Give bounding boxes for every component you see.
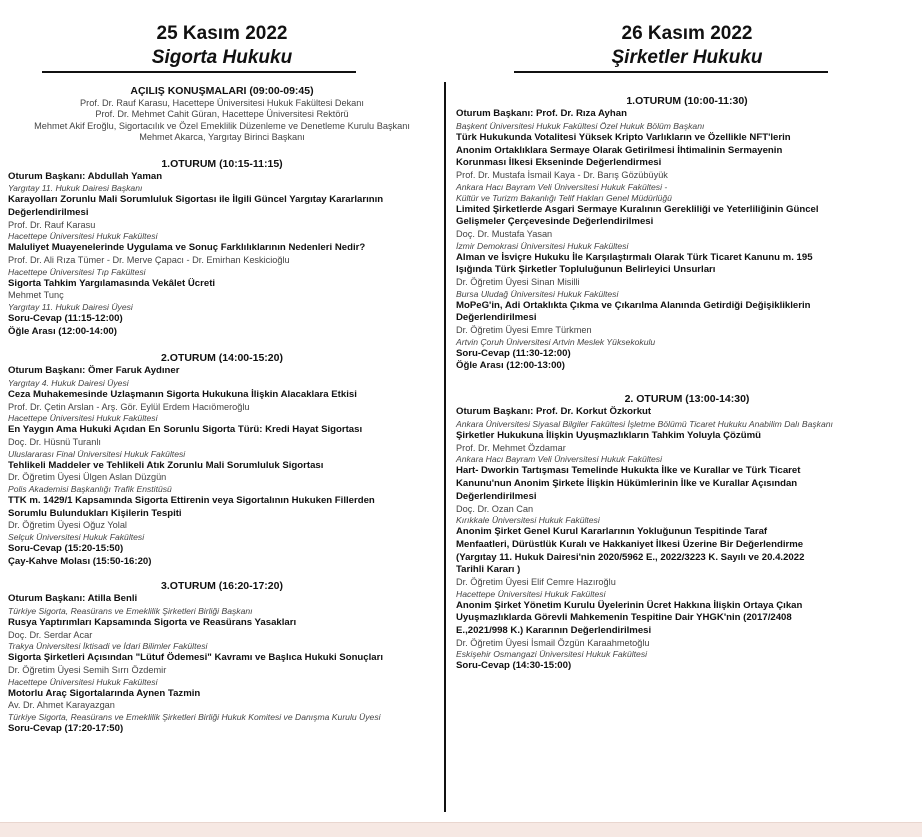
speaker-line: Mehmet Tunç <box>8 290 64 301</box>
program-item-title: Öğle Arası (12:00-13:00) <box>456 360 565 372</box>
affiliation-line: Başkent Üniversitesi Hukuk Fakültesi Özel Hukuk Bölüm Başkanı <box>456 120 705 131</box>
program-item-title: Oturum Başkanı: Ömer Faruk Aydıner <box>8 365 180 377</box>
program-item-title: Işığında Türk Şirketler Topluluğunun Belirleyici Unsurları <box>456 264 716 276</box>
day1-session-1-title: 1.OTURUM (10:15-11:15) <box>161 157 283 170</box>
affiliation-line: Hacettepe Üniversitesi Hukuk Fakültesi <box>8 676 158 687</box>
program-item-title: TTK m. 1429/1 Kapsamında Sigorta Ettirenin veya Sigortalının Hukuken Fillerden <box>8 494 375 506</box>
program-item-title: Soru-Cevap (15:20-15:50) <box>8 542 124 554</box>
day1-session-2-title: 2.OTURUM (14:00-15:20) <box>161 352 283 365</box>
speaker-line: Prof. Dr. Mustafa İsmail Kaya - Dr. Barış Gözübüyük <box>456 170 668 181</box>
program-item-title: Değerlendirilmesi <box>456 490 537 502</box>
opening-speaker-line: Mehmet Akif Eroğlu, Sigortacılık ve Özel Emeklilik Düzenleme ve Denetleme Kurulu Başkanı <box>34 120 410 131</box>
affiliation-line: Bursa Uludağ Üniversitesi Hukuk Fakültesi <box>456 288 619 299</box>
program-item-title: Oturum Başkanı: Prof. Dr. Rıza Ayhan <box>456 108 627 119</box>
affiliation-line: Trakya Üniversitesi İktisadi ve İdari Bilimler Fakültesi <box>8 641 208 652</box>
program-item-title: MoPeG'in, Adi Ortaklıkta Çıkma ve Çıkarılma Alanında Getirdiği Değişikliklerin <box>456 299 811 311</box>
affiliation-line: Ankara Hacı Bayram Veli Üniversitesi Hukuk Fakültesi <box>456 454 663 465</box>
opening-title: AÇILIŞ KONUŞMALARI (09:00-09:45) <box>130 85 314 97</box>
affiliation-line: Polis Akademisi Başkanlığı Trafik Enstitüsü <box>8 483 172 494</box>
speaker-line: Dr. Öğretim Üyesi Sinan Misilli <box>456 277 580 288</box>
program-item-title: Hart- Dworkin Tartışması Temelinde Hukukta İlke ve Kurallar ve Türk Ticaret <box>456 465 801 477</box>
affiliation-line: Kültür ve Turizm Bakanlığı Telif Hakları Genel Müdürlüğü <box>456 192 672 203</box>
day1-session-3 <box>8 580 436 735</box>
speaker-line: Doç. Dr. Ozan Can <box>456 503 534 514</box>
speaker-line: Doç. Dr. Serdar Acar <box>8 630 93 641</box>
program-item-title: Oturum Başkanı: Prof. Dr. Korkut Özkorkut <box>456 406 652 418</box>
program-item-title: Tehlikeli Maddeler ve Tehlikeli Atık Zorunlu Mali Sorumluluk Sigortası <box>8 459 324 471</box>
program-item-title: Korunması İlkesi Ekseninde Değerlendirmesi <box>456 157 662 169</box>
speaker-line: Dr. Öğretim Üyesi Ülgen Aslan Düzgün <box>8 472 167 483</box>
day1-title-underline <box>42 71 356 73</box>
program-item-title: Alman ve İsviçre Hukuku İle Karşılaştırmalı Olarak Türk Ticaret Kanunu m. 195 <box>456 251 813 263</box>
day1-column <box>8 0 436 736</box>
program-item-title: Menfaatleri, Dürüstlük Kuralı ve Hakkaniyet İlkesi Üzerine Bir Değerlendirme <box>456 538 804 550</box>
opening-speaker-line: Prof. Dr. Rauf Karasu, Hacettepe Üniversitesi Hukuk Fakültesi Dekanı <box>80 98 364 108</box>
program-item-title: Oturum Başkanı: Abdullah Yaman <box>8 170 163 182</box>
program-item-title: Limited Şirketlerde Asgari Sermaye Kuralının Gerekliliği ve Yeterliliğinin Güncel <box>456 203 819 215</box>
speaker-line: Dr. Öğretim Üyesi Semih Sırrı Özdemir <box>8 665 167 676</box>
program-item-title: Motorlu Araç Sigortalarında Aynen Tazmin <box>8 687 201 699</box>
affiliation-line: İzmir Demokrasi Üniversitesi Hukuk Fakültesi <box>456 240 629 251</box>
program-item-title: Rusya Yaptırımları Kapsamında Sigorta ve Reasürans Yasakları <box>8 617 297 629</box>
opening-speaker-line: Prof. Dr. Mehmet Cahit Güran, Hacettepe Üniversitesi Rektörü <box>95 109 349 120</box>
speaker-line: Doç. Dr. Hüsnü Turanlı <box>8 437 101 448</box>
day2-session-1 <box>456 95 918 373</box>
program-item-title: En Yaygın Ama Hukuki Açıdan En Sorunlu Sigorta Türü: Kredi Hayat Sigortası <box>8 424 363 436</box>
day1-session-2 <box>8 352 436 568</box>
affiliation-line: Türkiye Sigorta, Reasürans ve Emeklilik Şirketleri Birliği Hukuk Komitesi ve Danışma Kurulu Üyesi <box>8 711 381 722</box>
affiliation-line: Eskişehir Osmangazi Üniversitesi Hukuk Fakültesi <box>456 649 648 660</box>
column-divider <box>444 82 446 812</box>
affiliation-line: Ankara Üniversitesi Siyasal Bilgiler Fakültesi İşletme Bölümü Ticaret Hukuku Anabilim Dalı Başkanı <box>456 418 833 429</box>
day2-column <box>456 0 918 673</box>
program-item-title: Gelişmeler Çerçevesinde Değerlendirilmesi <box>456 216 654 228</box>
program-item-title: Tarihli Kararı ) <box>456 564 521 576</box>
program-item-title: Ceza Muhakemesinde Uzlaşmanın Sigorta Hukukuna İlişkin Alacaklara Etkisi <box>8 389 357 401</box>
program-item-title: Türk Hukukunda Votalitesi Yüksek Kripto Varlıkların ve Özellikle NFT'lerin <box>456 131 791 143</box>
speaker-line: Prof. Dr. Rauf Karasu <box>8 220 96 231</box>
day1-session-1 <box>8 158 436 339</box>
program-item-title: (Yargıtay 11. Hukuk Dairesi'nin 2020/5962 E., 2022/3223 K. Sayılı ve 20.4.2022 <box>456 551 805 563</box>
day2-session-2-title: 2. OTURUM (13:00-14:30) <box>624 393 750 406</box>
opening-speaker-line: Mehmet Akarca, Yargıtay Birinci Başkanı <box>139 132 305 143</box>
program-item-title: Uyuşmazlıklarda Görevli Mahkemenin Tespitine Dair YHGK'nin (2017/2408 <box>456 612 792 624</box>
affiliation-line: Hacettepe Üniversitesi Tıp Fakültesi <box>8 266 146 277</box>
program-item-title: Soru-Cevap (11:30-12:00) <box>456 347 571 359</box>
affiliation-line: Hacettepe Üniversitesi Hukuk Fakültesi <box>8 413 158 424</box>
program-item-title: Sigorta Tahkim Yargılamasında Vekâlet Ücreti <box>8 277 216 289</box>
program-item-title: Kanunu'nun Anonim Şirkete İlişkin Hükümlerinin İlke ve Kurallar Açısından <box>456 477 798 489</box>
day1-session-3-title: 3.OTURUM (16:20-17:20) <box>161 580 283 593</box>
speaker-line: Prof. Dr. Çetin Arslan - Arş. Gör. Eylül Erdem Hacıömeroğlu <box>8 402 250 413</box>
program-item-title: Öğle Arası (12:00-14:00) <box>8 325 117 337</box>
program-item-title: Sorumlu Bulundukları Kişilerin Tespiti <box>8 507 182 519</box>
program-item-title: Anonim Ortaklıklara Sermaye Olarak Getirilmesi İhtimalinin Sermayenin <box>456 144 783 156</box>
program-item-title: Soru-Cevap (17:20-17:50) <box>8 722 124 734</box>
affiliation-line: Hacettepe Üniversitesi Hukuk Fakültesi <box>8 231 158 242</box>
program-item-title: E.,2021/998 K.) Kararının Değerlendirilmesi <box>456 625 652 637</box>
program-item-title: Anonim Şirket Yönetim Kurulu Üyelerinin Ücret Hakkına İlişkin Ortaya Çıkan <box>456 599 803 611</box>
affiliation-line: Hacettepe Üniversitesi Hukuk Fakültesi <box>456 588 606 599</box>
day1-date: 25 Kasım 2022 <box>156 23 288 44</box>
program-item-title: Karayolları Zorunlu Mali Sorumluluk Sigortası ile İlgili Güncel Yargıtay Kararlarının <box>8 194 384 206</box>
day1-subject: Sigorta Hukuku <box>151 47 293 68</box>
affiliation-line: Kırıkkale Üniversitesi Hukuk Fakültesi <box>456 514 600 525</box>
affiliation-line: Yargıtay 11. Hukuk Dairesi Başkanı <box>8 183 143 194</box>
speaker-line: Doç. Dr. Mustafa Yasan <box>456 229 553 240</box>
day2-session-1-title: 1.OTURUM (10:00-11:30) <box>626 95 748 107</box>
opening-session <box>8 85 436 144</box>
program-item-title: Maluliyet Muayenelerinde Uygulama ve Sonuç Farklılıklarının Nedenleri Nedir? <box>8 242 366 254</box>
speaker-line: Dr. Öğretim Üyesi İsmail Özgün Karaahmetoğlu <box>456 637 650 648</box>
day2-session-2 <box>456 393 918 673</box>
affiliation-line: Uluslararası Final Üniversitesi Hukuk Fakültesi <box>8 448 186 459</box>
speaker-line: Dr. Öğretim Üyesi Emre Türkmen <box>456 325 592 336</box>
affiliation-line: Selçuk Üniversitesi Hukuk Fakültesi <box>8 531 145 542</box>
affiliation-line: Yargıtay 4. Hukuk Dairesi Üyesi <box>8 378 129 389</box>
program-item-title: Çay-Kahve Molası (15:50-16:20) <box>8 555 152 567</box>
speaker-line: Dr. Öğretim Üyesi Oğuz Yolal <box>8 520 127 531</box>
day2-subject: Şirketler Hukuku <box>611 47 763 68</box>
speaker-line: Av. Dr. Ahmet Karayazgan <box>8 700 115 711</box>
affiliation-line: Ankara Hacı Bayram Veli Üniversitesi Hukuk Fakültesi - <box>456 181 668 192</box>
program-item-title: Şirketler Hukukuna İlişkin Uyuşmazlıkların Tahkim Yoluyla Çözümü <box>456 429 761 441</box>
program-item-title: Sigorta Şirketleri Açısından "Lütuf Ödemesi" Kavramı ve Başlıca Hukuki Sonuçları <box>8 652 384 664</box>
speaker-line: Prof. Dr. Mehmet Özdamar <box>456 442 566 453</box>
affiliation-line: Türkiye Sigorta, Reasürans ve Emeklilik Şirketleri Birliği Başkanı <box>8 606 253 617</box>
program-item-title: Soru-Cevap (14:30-15:00) <box>456 660 572 672</box>
program-item-title: Değerlendirilmesi <box>456 312 537 324</box>
speaker-line: Prof. Dr. Ali Rıza Tümer - Dr. Merve Çapacı - Dr. Emirhan Keskicioğlu <box>8 255 290 266</box>
program-item-title: Anonim Şirket Genel Kurul Kararlarının Yokluğunun Tespitinde Taraf <box>456 525 768 537</box>
speaker-line: Dr. Öğretim Üyesi Elif Cemre Hazıroğlu <box>456 577 616 588</box>
day2-title-underline <box>514 71 828 73</box>
program-item-title: Oturum Başkanı: Atilla Benli <box>8 593 138 605</box>
footer-band <box>0 822 922 837</box>
affiliation-line: Yargıtay 11. Hukuk Dairesi Üyesi <box>8 301 133 312</box>
program-item-title: Değerlendirilmesi <box>8 207 89 219</box>
affiliation-line: Artvin Çoruh Üniversitesi Artvin Meslek Yüksekokulu <box>456 336 656 347</box>
program-item-title: Soru-Cevap (11:15-12:00) <box>8 312 123 324</box>
day2-date: 26 Kasım 2022 <box>621 23 753 44</box>
